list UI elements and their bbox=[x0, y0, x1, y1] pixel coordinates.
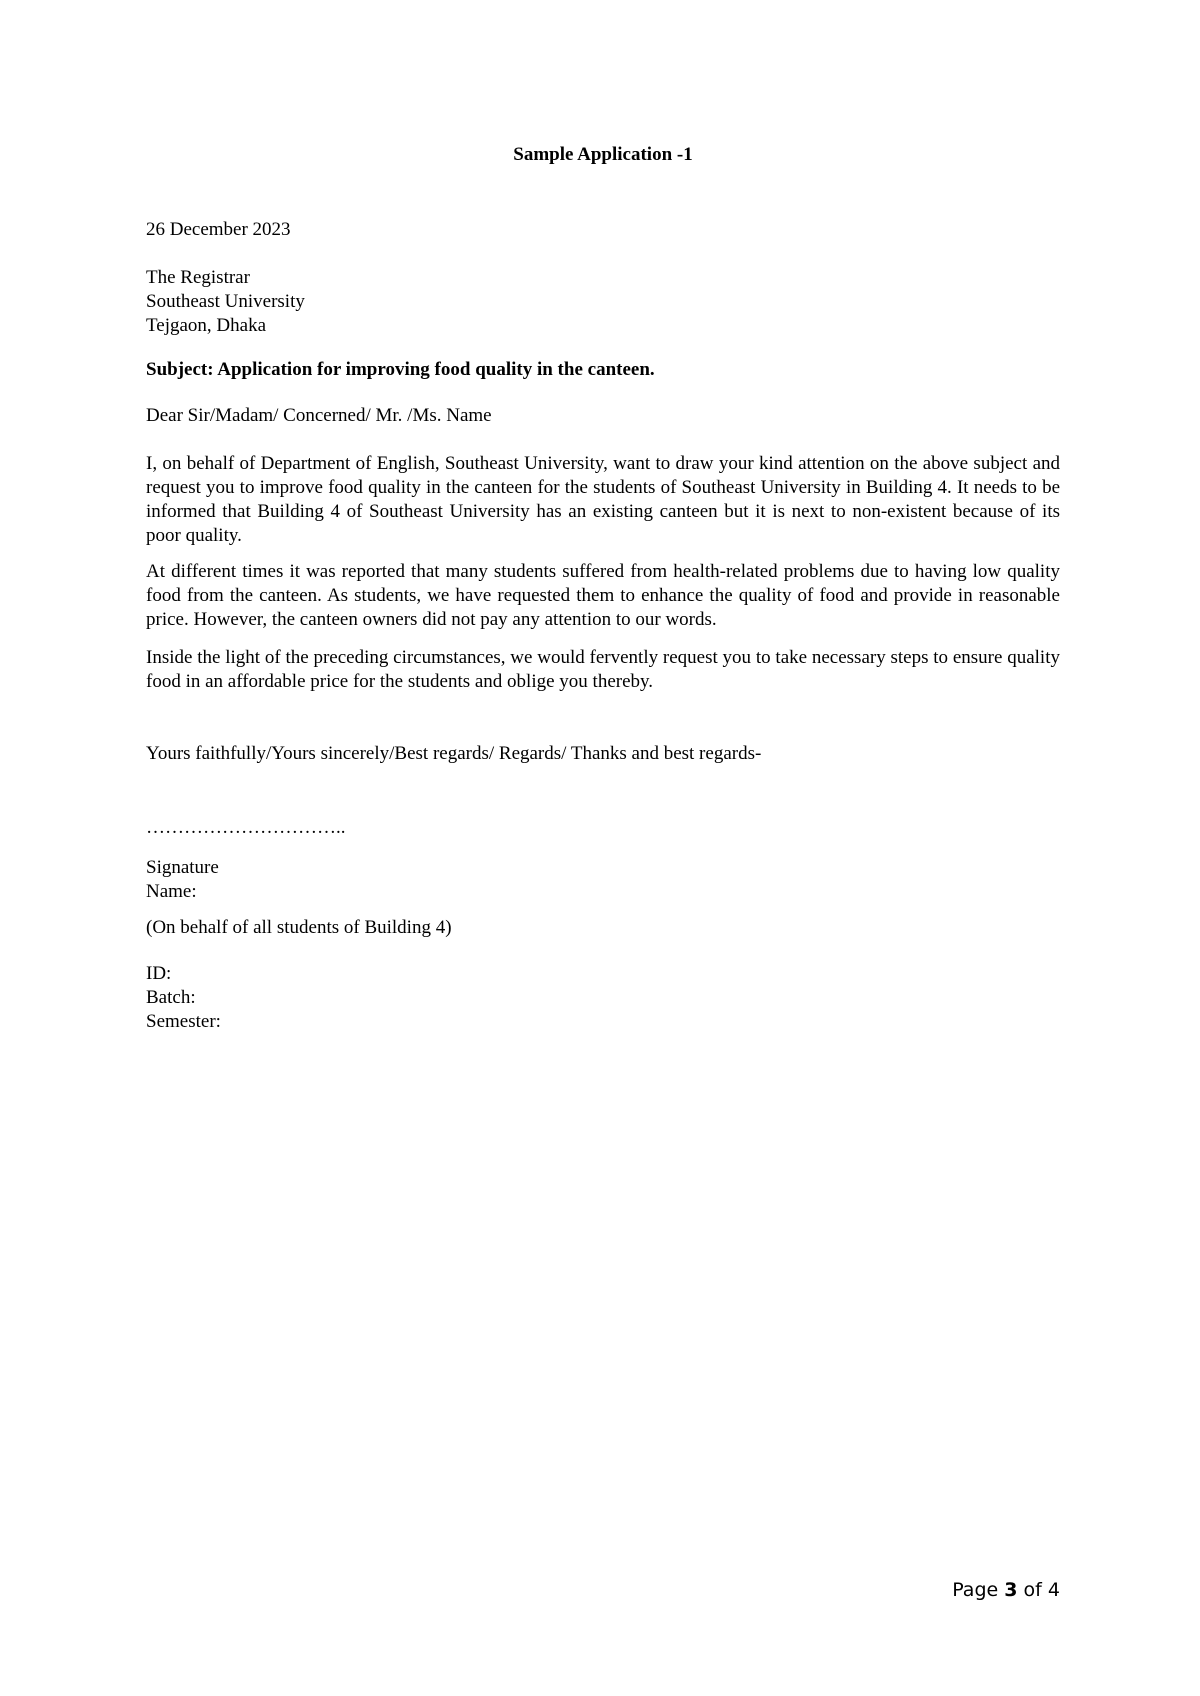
student-details bbox=[146, 962, 1060, 1034]
page-number-footer bbox=[952, 1578, 1060, 1602]
recipient-line-2: Southeast University bbox=[146, 291, 305, 312]
paragraph-3: Inside the light of the preceding circumstances, we would fervently request you to take necessary steps to ensure quality food in an affordable price for the students and oblige you thereby. bbox=[146, 647, 1060, 692]
name-label: Name: bbox=[146, 881, 197, 902]
page-title: Sample Application -1 bbox=[513, 144, 693, 165]
signature-dotted-line: ………………………….. bbox=[146, 817, 346, 838]
letter-subject: Subject: Application for improving food quality in the canteen. bbox=[146, 359, 655, 380]
recipient-line-3: Tejgaon, Dhaka bbox=[146, 315, 267, 336]
page-of: of bbox=[1023, 1579, 1042, 1601]
id-label: ID: bbox=[146, 963, 172, 984]
batch-label: Batch: bbox=[146, 987, 196, 1008]
closing-line: Yours faithfully/Yours sincerely/Best regards/ Regards/ Thanks and best regards- bbox=[146, 743, 762, 764]
current-page-number: 3 bbox=[1004, 1579, 1018, 1601]
paragraph-1: I, on behalf of Department of English, Southeast University, want to draw your kind attention on the above subject and request you to improve food quality in the canteen for the students of Southeast University in Building 4. It needs to be informed that Building 4 of Southeast University has an existing canteen but it is next to non-existent because of its poor quality. bbox=[146, 453, 1060, 546]
page-prefix: Page bbox=[952, 1579, 999, 1601]
on-behalf-note: (On behalf of all students of Building 4) bbox=[146, 917, 452, 938]
semester-label: Semester: bbox=[146, 1011, 221, 1032]
recipient-line-1: The Registrar bbox=[146, 267, 250, 288]
letter-date: 26 December 2023 bbox=[146, 219, 291, 240]
signature-block bbox=[146, 856, 1060, 904]
salutation: Dear Sir/Madam/ Concerned/ Mr. /Ms. Name bbox=[146, 405, 492, 426]
paragraph-2: At different times it was reported that many students suffered from health-related problems due to having low quality food from the canteen. As students, we have requested them to enhance the quality of food and provide in reasonable price. However, the canteen owners did not pay any attention to our words. bbox=[146, 561, 1060, 630]
total-page-count: 4 bbox=[1047, 1579, 1060, 1601]
recipient-address bbox=[146, 266, 1060, 338]
signature-label: Signature bbox=[146, 857, 219, 878]
